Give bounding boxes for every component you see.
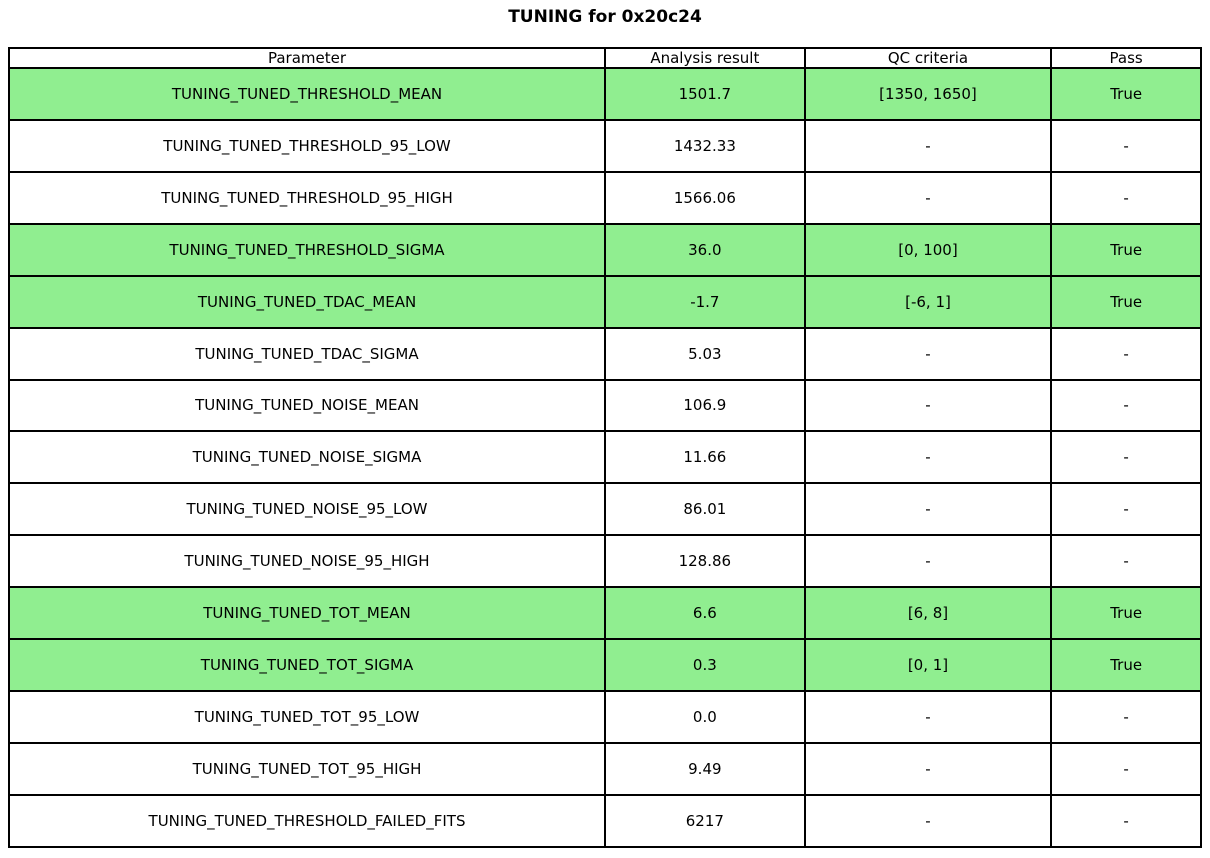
table-row xyxy=(9,587,1201,639)
cell-parameter: TUNING_TUNED_THRESHOLD_MEAN xyxy=(9,68,605,120)
cell-pass: - xyxy=(1051,743,1201,795)
cell-qc-criteria: - xyxy=(805,743,1052,795)
cell-qc-criteria: - xyxy=(805,483,1052,535)
cell-parameter: TUNING_TUNED_TDAC_MEAN xyxy=(9,276,605,328)
cell-qc-criteria: - xyxy=(805,172,1052,224)
cell-analysis-result: 1501.7 xyxy=(605,68,805,120)
page-title: TUNING for 0x20c24 xyxy=(508,7,702,27)
cell-qc-criteria: [6, 8] xyxy=(805,587,1052,639)
table-row xyxy=(9,483,1201,535)
cell-pass: True xyxy=(1051,587,1201,639)
cell-pass: - xyxy=(1051,380,1201,432)
cell-analysis-result: 128.86 xyxy=(605,535,805,587)
cell-analysis-result: 6217 xyxy=(605,795,805,847)
cell-parameter: TUNING_TUNED_THRESHOLD_95_LOW xyxy=(9,120,605,172)
column-header-qc-criteria: QC criteria xyxy=(805,48,1052,68)
cell-qc-criteria: - xyxy=(805,380,1052,432)
header-row xyxy=(9,48,1201,68)
cell-pass: - xyxy=(1051,328,1201,380)
cell-pass: - xyxy=(1051,172,1201,224)
cell-parameter: TUNING_TUNED_TDAC_SIGMA xyxy=(9,328,605,380)
cell-pass: True xyxy=(1051,276,1201,328)
table-row xyxy=(9,795,1201,847)
table-row xyxy=(9,172,1201,224)
table-row xyxy=(9,639,1201,691)
cell-analysis-result: 11.66 xyxy=(605,431,805,483)
cell-qc-criteria: - xyxy=(805,431,1052,483)
table-row xyxy=(9,380,1201,432)
cell-pass: True xyxy=(1051,639,1201,691)
cell-parameter: TUNING_TUNED_THRESHOLD_SIGMA xyxy=(9,224,605,276)
cell-parameter: TUNING_TUNED_NOISE_95_HIGH xyxy=(9,535,605,587)
table-row xyxy=(9,691,1201,743)
table-body xyxy=(9,68,1201,847)
cell-parameter: TUNING_TUNED_NOISE_95_LOW xyxy=(9,483,605,535)
cell-analysis-result: 1432.33 xyxy=(605,120,805,172)
cell-analysis-result: 0.3 xyxy=(605,639,805,691)
table-row xyxy=(9,328,1201,380)
cell-qc-criteria: [-6, 1] xyxy=(805,276,1052,328)
cell-analysis-result: 86.01 xyxy=(605,483,805,535)
cell-qc-criteria: [0, 100] xyxy=(805,224,1052,276)
cell-qc-criteria: [0, 1] xyxy=(805,639,1052,691)
column-header-analysis-result: Analysis result xyxy=(605,48,805,68)
cell-analysis-result: 5.03 xyxy=(605,328,805,380)
table-row xyxy=(9,224,1201,276)
cell-analysis-result: 1566.06 xyxy=(605,172,805,224)
cell-analysis-result: 106.9 xyxy=(605,380,805,432)
cell-analysis-result: 0.0 xyxy=(605,691,805,743)
cell-qc-criteria: - xyxy=(805,795,1052,847)
cell-pass: - xyxy=(1051,431,1201,483)
cell-pass: - xyxy=(1051,795,1201,847)
column-header-pass: Pass xyxy=(1051,48,1201,68)
column-header-parameter: Parameter xyxy=(9,48,605,68)
cell-parameter: TUNING_TUNED_TOT_SIGMA xyxy=(9,639,605,691)
cell-pass: True xyxy=(1051,68,1201,120)
cell-pass: - xyxy=(1051,691,1201,743)
table-row xyxy=(9,68,1201,120)
cell-pass: - xyxy=(1051,120,1201,172)
table-row xyxy=(9,743,1201,795)
cell-parameter: TUNING_TUNED_THRESHOLD_95_HIGH xyxy=(9,172,605,224)
table-row xyxy=(9,535,1201,587)
cell-analysis-result: 6.6 xyxy=(605,587,805,639)
cell-pass: - xyxy=(1051,483,1201,535)
cell-parameter: TUNING_TUNED_TOT_95_LOW xyxy=(9,691,605,743)
table-row xyxy=(9,120,1201,172)
cell-parameter: TUNING_TUNED_THRESHOLD_FAILED_FITS xyxy=(9,795,605,847)
cell-analysis-result: -1.7 xyxy=(605,276,805,328)
cell-parameter: TUNING_TUNED_NOISE_SIGMA xyxy=(9,431,605,483)
cell-pass: True xyxy=(1051,224,1201,276)
cell-pass: - xyxy=(1051,535,1201,587)
table-header xyxy=(9,48,1201,68)
cell-parameter: TUNING_TUNED_TOT_95_HIGH xyxy=(9,743,605,795)
table-row xyxy=(9,276,1201,328)
tuning-qc-table xyxy=(8,47,1202,848)
cell-parameter: TUNING_TUNED_TOT_MEAN xyxy=(9,587,605,639)
cell-parameter: TUNING_TUNED_NOISE_MEAN xyxy=(9,380,605,432)
cell-analysis-result: 36.0 xyxy=(605,224,805,276)
cell-qc-criteria: - xyxy=(805,120,1052,172)
cell-qc-criteria: - xyxy=(805,328,1052,380)
table-row xyxy=(9,431,1201,483)
cell-qc-criteria: - xyxy=(805,535,1052,587)
cell-qc-criteria: - xyxy=(805,691,1052,743)
cell-analysis-result: 9.49 xyxy=(605,743,805,795)
cell-qc-criteria: [1350, 1650] xyxy=(805,68,1052,120)
